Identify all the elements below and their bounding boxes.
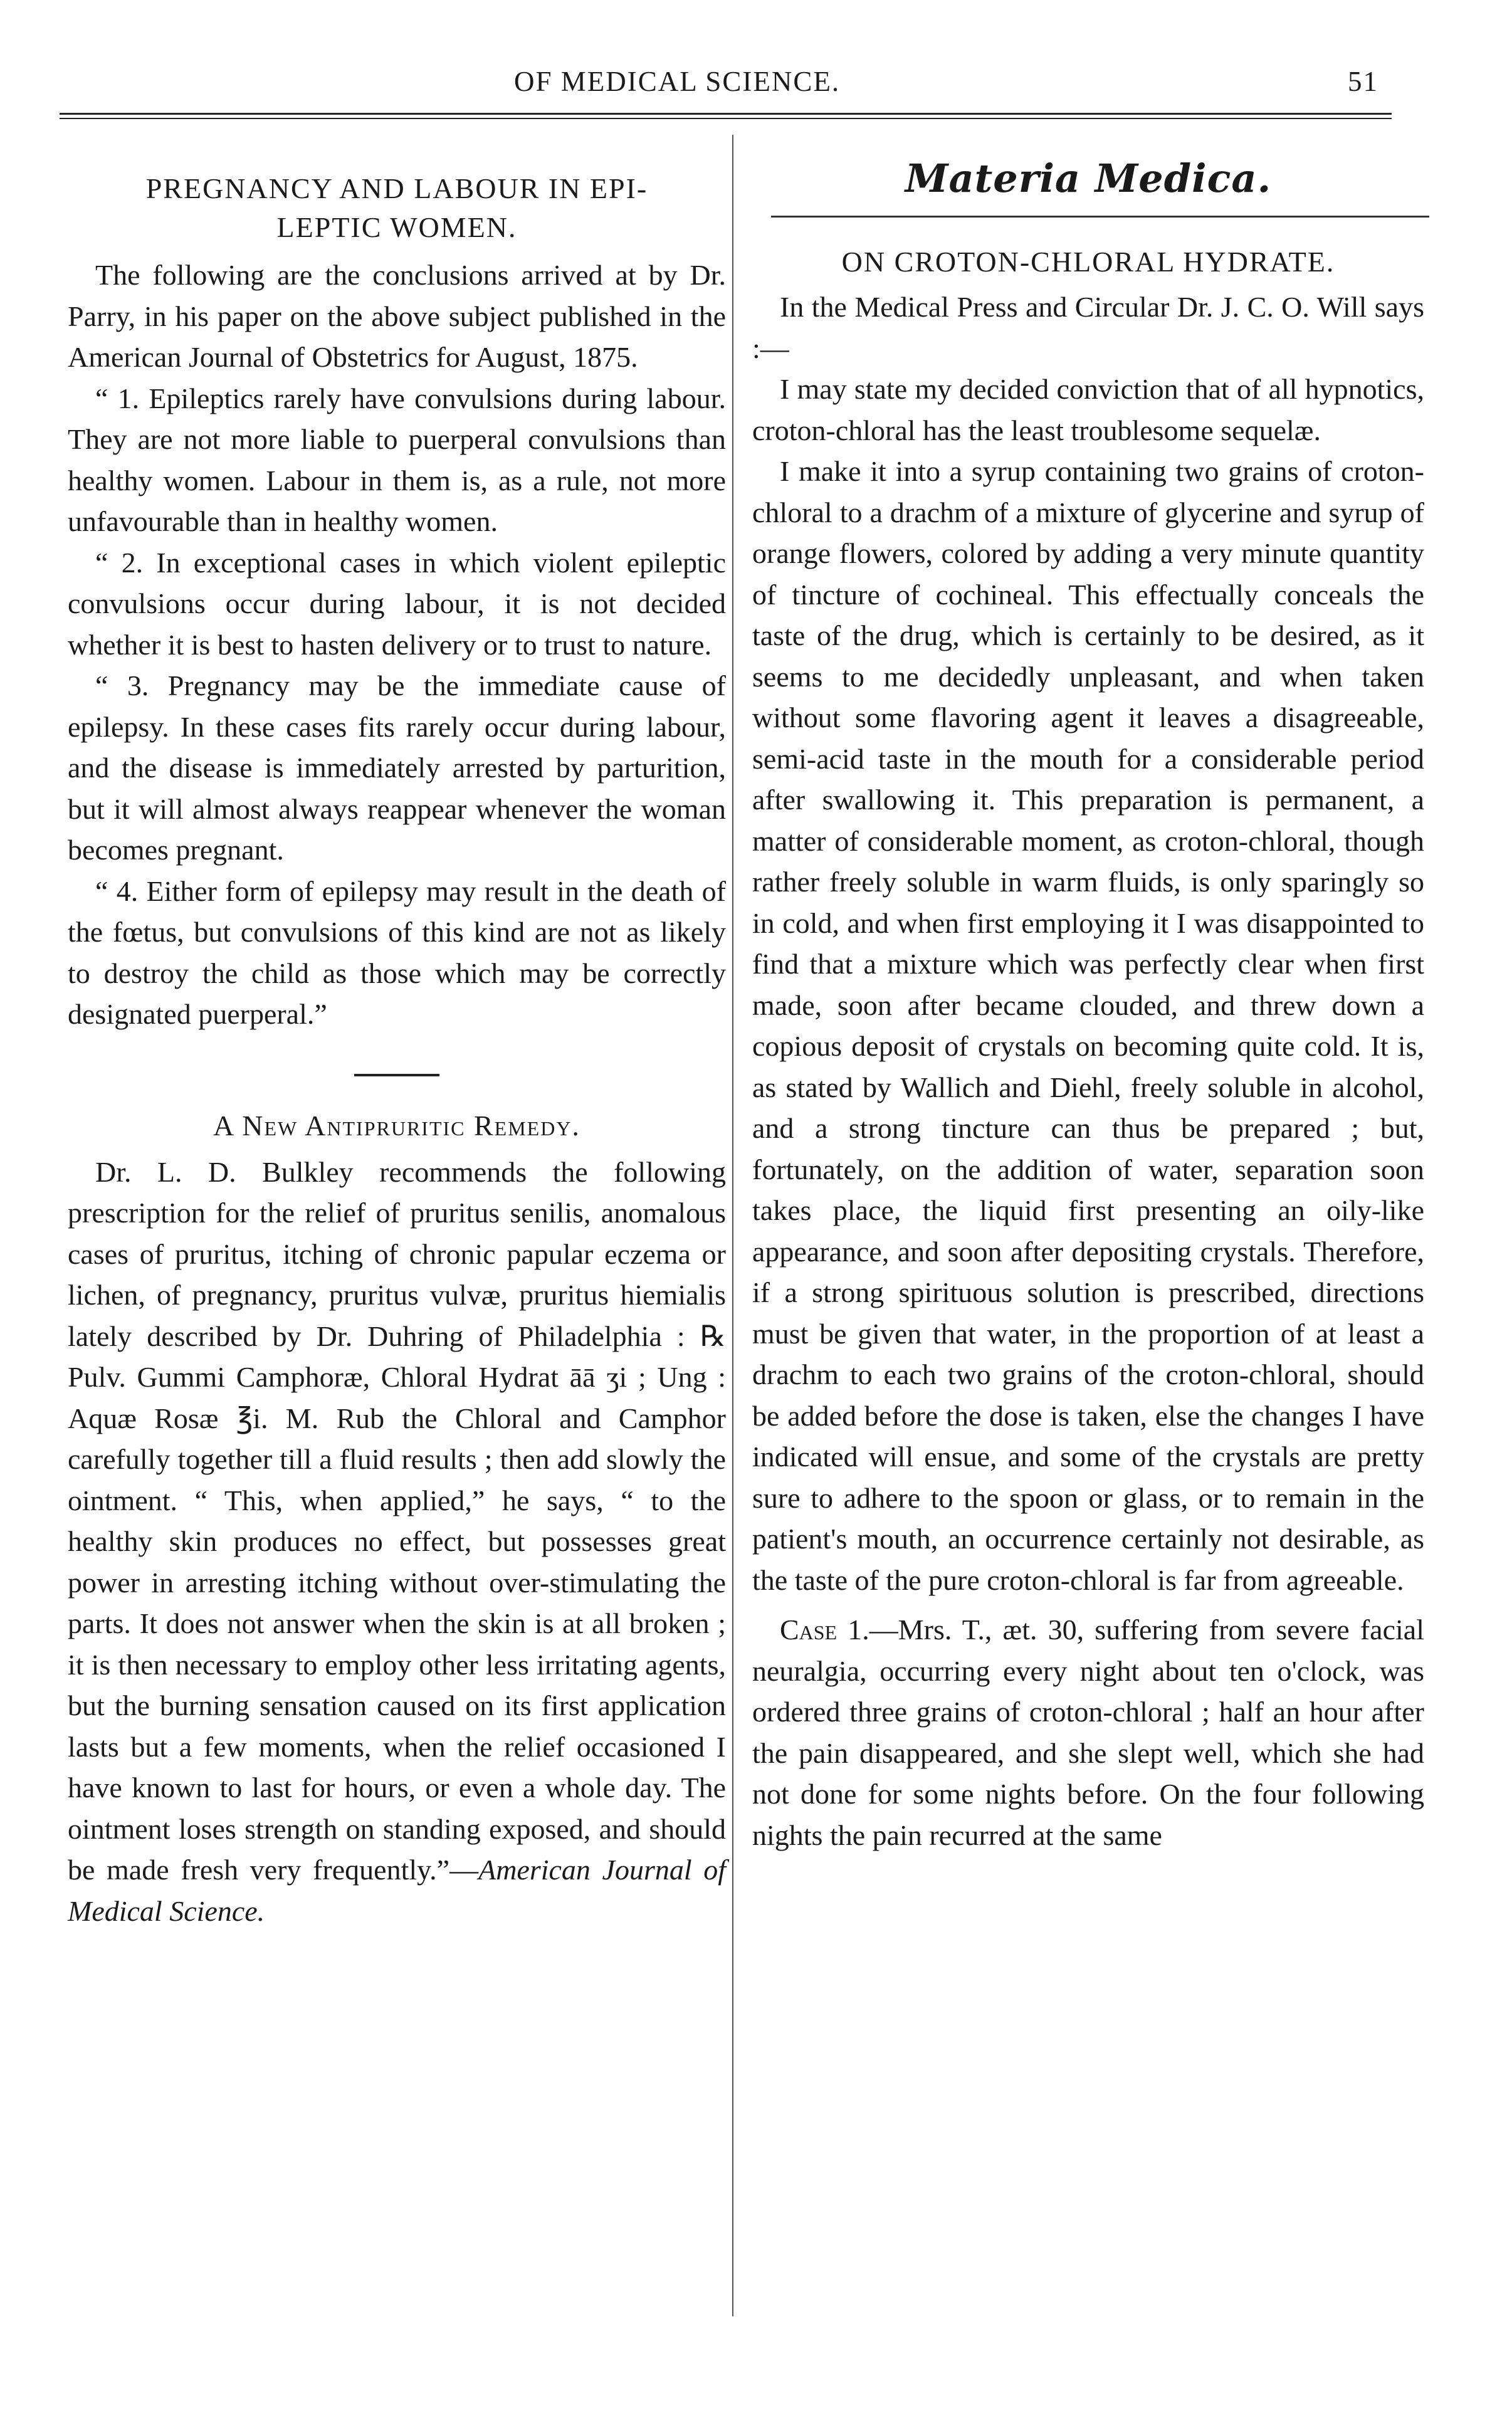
left-column [68,169,726,1931]
paragraph: I may state my decided conviction that of all hypnotics, croton-chloral has the least troublesome sequelæ. [752,373,1424,446]
article-title [68,169,726,247]
paragraph-body: Dr. L. D. Bulkley recommends the following prescription for the relief of pruritus senilis, anomalous cases of pruritus, itching of chronic papular eczema or lichen, of pregnancy, pruritus vulvæ, pruritus hiemialis lately described by Dr. Duhring of Philadelphia : ℞ Pulv. Gummi Camphoræ, Chloral Hydrat āā ʒi ; Ung : Aquæ Rosæ ℥i. M. Rub the Chloral and Camphor carefully together till a fluid results ; then add slowly the ointment. “ This, when applied,” he says, “ to the healthy skin produces no effect, but possesses great power in arresting itching without over-stimulating the parts. It does not answer when the skin is at all broken ; it is then necessary to employ other less irritating agents, but the burning sensation caused on its first application lasts but a few moments, when the relief occasioned I have known to last for hours, or even a whole day. The ointment loses strength on standing exposed, and should be made fresh very frequently.”— [68,1155,726,1886]
case-paragraph [752,1609,1424,1856]
paragraph: “ 4. Either form of epilepsy may result in the death of the fœtus, but convulsions of this kind are not as likely to destroy the child as those which may be correctly designated puerperal.” [68,874,726,1030]
source-citation: American Journal of Medical Science. [68,1854,727,1927]
article-antipruritic-remedy [68,1106,726,1932]
header-rule-lower [60,118,1392,119]
running-head [0,61,1512,105]
header-rule-upper [60,113,1392,115]
page-number: 51 [1348,66,1378,97]
section-heading-rule [771,216,1429,218]
article-pregnancy-epilepsy [68,169,726,1035]
paragraph: “ 3. Pregnancy may be the immediate cause of epilepsy. In these cases fits rarely occur during labour, and the disease is immediately arrested by parturition, but it will almost always reappear whenever the woman becomes pregnant. [68,670,726,866]
column-divider [732,135,733,2316]
article-separator-rule [354,1074,439,1076]
right-column [752,150,1424,1856]
article-croton-chloral [752,243,1424,1856]
paragraph: In the Medical Press and Circular Dr. J. C. O. Will says :— [752,291,1424,364]
paragraph: The following are the conclusions arrived at by Dr. Parry, in his paper on the above subject published in the American Journal of Obstetrics for August, 1875. [68,259,726,373]
running-head-title: OF MEDICAL SCIENCE. [514,66,841,97]
section-heading: Materia Medica. [905,155,1272,201]
paragraph [68,1152,726,1932]
article-title-line-2: LEPTIC WOMEN. [276,211,517,243]
article-title-line-1: PREGNANCY AND LABOUR IN EPI- [145,172,648,204]
case-label: Case 1. [780,1614,869,1646]
paragraph: “ 2. In exceptional cases in which violent epileptic convulsions occur during labour, it is not decided whether it is best to hasten delivery or to trust to nature. [68,546,726,661]
article-title: ON CROTON-CHLORAL HYDRATE. [841,246,1335,278]
paragraph: I make it into a syrup containing two grains of croton-chloral to a drachm of a mixture of glycerine and syrup of orange flowers, colored by adding a very minute quantity of tincture of cochineal. This effectually conceals the taste of the drug, which is certainly to be desired, as it seems to me decidedly unpleasant, and when taken without some flavoring agent it leaves a disagreeable, semi-acid taste in the mouth for a considerable period after swallowing it. This preparation is permanent, a matter of considerable moment, as croton-chloral, though rather freely soluble in warm fluids, is only sparingly so in cold, and when first employing it I was disappointed to find that a mixture which was perfectly clear when first made, soon after became clouded, and threw down a copious deposit of crystals on becoming quite cold. It is, as stated by Wallich and Diehl, freely soluble in alcohol, and a strong tincture can thus be prepared ; but, fortunately, on the addition of water, separation soon takes place, the liquid first presenting an oily-like appearance, and soon after depositing crystals. Therefore, if a strong spirituous solution is prescribed, directions must be given that water, in the proportion of at least a drachm to each two grains of the croton-chloral, should be added before the dose is taken, else the changes I have indicated will ensue, and some of the crystals are pretty sure to adhere to the spoon or glass, or to remain in the patient's mouth, an occurrence certainly not desirable, as the taste of the pure croton-chloral is far from agreeable. [752,455,1424,1596]
article-title: A New Antipruritic Remedy. [213,1109,580,1142]
paragraph: “ 1. Epileptics rarely have convulsions during labour. They are not more liable to puerperal convulsions than healthy women. Labour in them is, as a rule, not more unfavourable than in healthy women. [68,382,726,537]
case-text: —Mrs. T., æt. 30, suffering from severe facial neuralgia, occurring every night about ten o'clock, was ordered three grains of croton-chloral ; half an hour after the pain disappeared, and she slept well, which she had not done for some nights before. On the four following nights the pain recurred at the same [752,1614,1424,1851]
